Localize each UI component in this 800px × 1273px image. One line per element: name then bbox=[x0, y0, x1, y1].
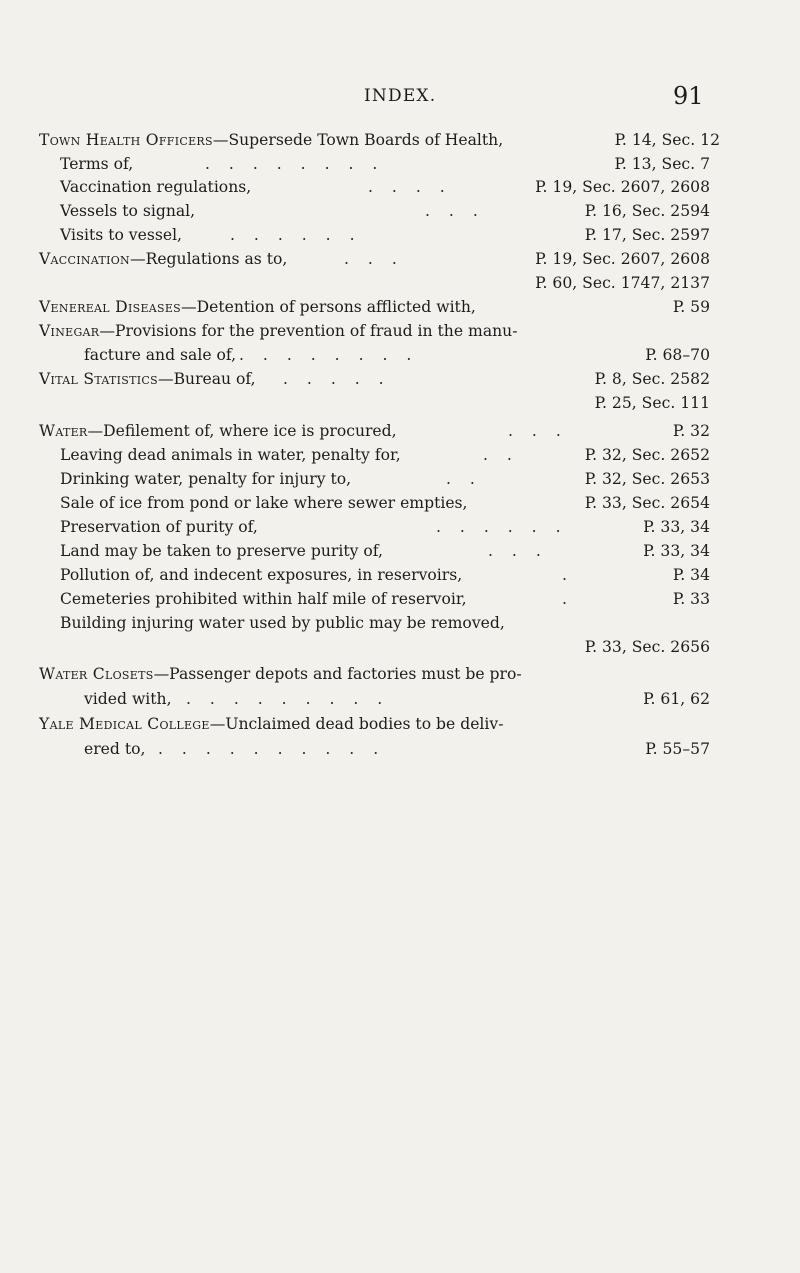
entry-text: Vaccination regulations, bbox=[60, 178, 252, 196]
entry-reference: P. 60, Sec. 1747, 2137 bbox=[535, 274, 710, 292]
leader-dots: . . . . . . bbox=[230, 226, 362, 244]
entry-heading: Vital Statistics bbox=[39, 370, 158, 388]
page-title: INDEX. bbox=[364, 86, 437, 106]
entry-text: vided with, bbox=[84, 690, 172, 708]
entry-text: Preservation of purity of, bbox=[60, 518, 258, 536]
leader-dots: . . . . . . . . . . bbox=[158, 740, 386, 758]
entry-text: Leaving dead animals in water, penalty for, bbox=[60, 446, 401, 464]
index-entry-town-health-officers bbox=[39, 129, 719, 151]
entry-text: —Defilement of, where ice is procured, bbox=[87, 422, 397, 440]
entry-reference: P. 8, Sec. 2582 bbox=[594, 370, 710, 388]
leader-dots: . . . . . . . . . bbox=[186, 690, 390, 708]
index-subentry-terms bbox=[60, 153, 710, 175]
entry-text: Vessels to signal, bbox=[60, 202, 196, 220]
index-subentry-preservation bbox=[60, 516, 710, 538]
entry-text: —Regulations as to, bbox=[129, 250, 288, 268]
entry-text: ered to, bbox=[84, 740, 146, 758]
entry-text: —Passenger depots and factories must be pro- bbox=[153, 665, 522, 683]
index-entry-vital-statistics bbox=[39, 368, 710, 390]
leader-dots: . . . bbox=[425, 202, 485, 220]
page-number: 91 bbox=[673, 82, 704, 110]
leader-dots: . . bbox=[483, 446, 519, 464]
index-entry-vaccination bbox=[39, 248, 710, 270]
index-subentry-visits bbox=[60, 224, 710, 246]
entry-reference: P. 25, Sec. 111 bbox=[594, 394, 710, 412]
leader-dots: . . . bbox=[488, 542, 548, 560]
entry-heading: Venereal Diseases bbox=[39, 298, 182, 316]
entry-text: Land may be taken to preserve purity of, bbox=[60, 542, 383, 560]
entry-reference: P. 55–57 bbox=[645, 740, 710, 758]
entry-text: —Bureau of, bbox=[157, 370, 256, 388]
leader-dots: . . . bbox=[344, 250, 404, 268]
index-entry-water bbox=[39, 420, 710, 442]
leader-dots: . bbox=[562, 566, 574, 584]
leader-dots: . bbox=[562, 590, 574, 608]
entry-reference: P. 16, Sec. 2594 bbox=[584, 202, 710, 220]
index-subentry-vessels bbox=[60, 200, 710, 222]
entry-heading: Water bbox=[39, 422, 88, 440]
entry-reference: P. 59 bbox=[672, 298, 710, 316]
index-entry-vinegar-cont bbox=[84, 344, 710, 366]
index-entry-venereal-diseases bbox=[39, 296, 710, 318]
entry-heading: Vinegar bbox=[39, 322, 100, 340]
entry-reference: P. 14, Sec. 12 bbox=[614, 131, 720, 149]
entry-text: —Supersede Town Boards of Health, bbox=[212, 131, 504, 149]
leader-dots: . . . . . . . . bbox=[205, 155, 385, 173]
index-entry-water-closets bbox=[39, 663, 710, 685]
index-entry-vinegar bbox=[39, 320, 710, 342]
index-subentry-leaving-dead-animals bbox=[60, 444, 710, 466]
leader-dots: . . . bbox=[508, 422, 568, 440]
entry-reference: P. 68–70 bbox=[645, 346, 710, 364]
entry-reference: P. 61, 62 bbox=[643, 690, 710, 708]
entry-reference: P. 13, Sec. 7 bbox=[614, 155, 710, 173]
leader-dots: . . . . bbox=[368, 178, 452, 196]
entry-text: facture and sale of, bbox=[84, 346, 237, 364]
entry-reference: P. 32 bbox=[672, 422, 710, 440]
entry-text: Building injuring water used by public may be removed, bbox=[60, 614, 505, 632]
index-subentry-pollution bbox=[60, 564, 710, 586]
entry-text: Cemeteries prohibited within half mile of reservoir, bbox=[60, 590, 467, 608]
entry-text: Pollution of, and indecent exposures, in reservoirs, bbox=[60, 566, 463, 584]
index-entry-vaccination-cont bbox=[39, 272, 710, 294]
entry-text: Drinking water, penalty for injury to, bbox=[60, 470, 352, 488]
index-subentry-cemeteries bbox=[60, 588, 710, 610]
index-entry-yale-medical-college bbox=[39, 713, 710, 735]
entry-text: —Unclaimed dead bodies to be deliv- bbox=[209, 715, 504, 733]
entry-heading: Town Health Officers bbox=[39, 131, 213, 149]
entry-heading: Vaccination bbox=[39, 250, 130, 268]
leader-dots: . . . . . . bbox=[436, 518, 568, 536]
entry-text: —Detention of persons afflicted with, bbox=[181, 298, 476, 316]
entry-text: —Provisions for the prevention of fraud in the manu- bbox=[99, 322, 518, 340]
entry-reference: P. 33, 34 bbox=[643, 518, 710, 536]
entry-text: Terms of, bbox=[60, 155, 134, 173]
index-subentry-building bbox=[60, 612, 710, 634]
entry-reference: P. 32, Sec. 2652 bbox=[584, 446, 710, 464]
index-subentry-drinking-water bbox=[60, 468, 710, 490]
entry-reference: P. 33, Sec. 2654 bbox=[584, 494, 710, 512]
entry-reference: P. 33 bbox=[672, 590, 710, 608]
index-subentry-land bbox=[60, 540, 710, 562]
entry-reference: P. 33, 34 bbox=[643, 542, 710, 560]
entry-heading: Water Closets bbox=[39, 665, 154, 683]
index-subentry-vaccination-regulations bbox=[60, 176, 710, 198]
entry-text: Visits to vessel, bbox=[60, 226, 183, 244]
leader-dots: . . bbox=[446, 470, 482, 488]
entry-reference: P. 34 bbox=[672, 566, 710, 584]
entry-text: Sale of ice from pond or lake where sewer empties, bbox=[60, 494, 468, 512]
index-subentry-sale-of-ice bbox=[60, 492, 710, 514]
entry-reference: P. 19, Sec. 2607, 2608 bbox=[535, 178, 710, 196]
entry-reference: P. 33, Sec. 2656 bbox=[584, 638, 710, 656]
entry-reference: P. 17, Sec. 2597 bbox=[584, 226, 710, 244]
index-entry-vital-statistics-cont bbox=[39, 392, 710, 414]
entry-reference: P. 19, Sec. 2607, 2608 bbox=[535, 250, 710, 268]
entry-heading: Yale Medical College bbox=[39, 715, 210, 733]
index-subentry-building-cont bbox=[60, 636, 710, 658]
page-header bbox=[0, 82, 800, 112]
leader-dots: . . . . . bbox=[283, 370, 391, 388]
index-entry-yale-medical-college-cont bbox=[84, 738, 710, 760]
entry-reference: P. 32, Sec. 2653 bbox=[584, 470, 710, 488]
leader-dots: . . . . . . . . bbox=[239, 346, 419, 364]
index-entry-water-closets-cont bbox=[84, 688, 710, 710]
